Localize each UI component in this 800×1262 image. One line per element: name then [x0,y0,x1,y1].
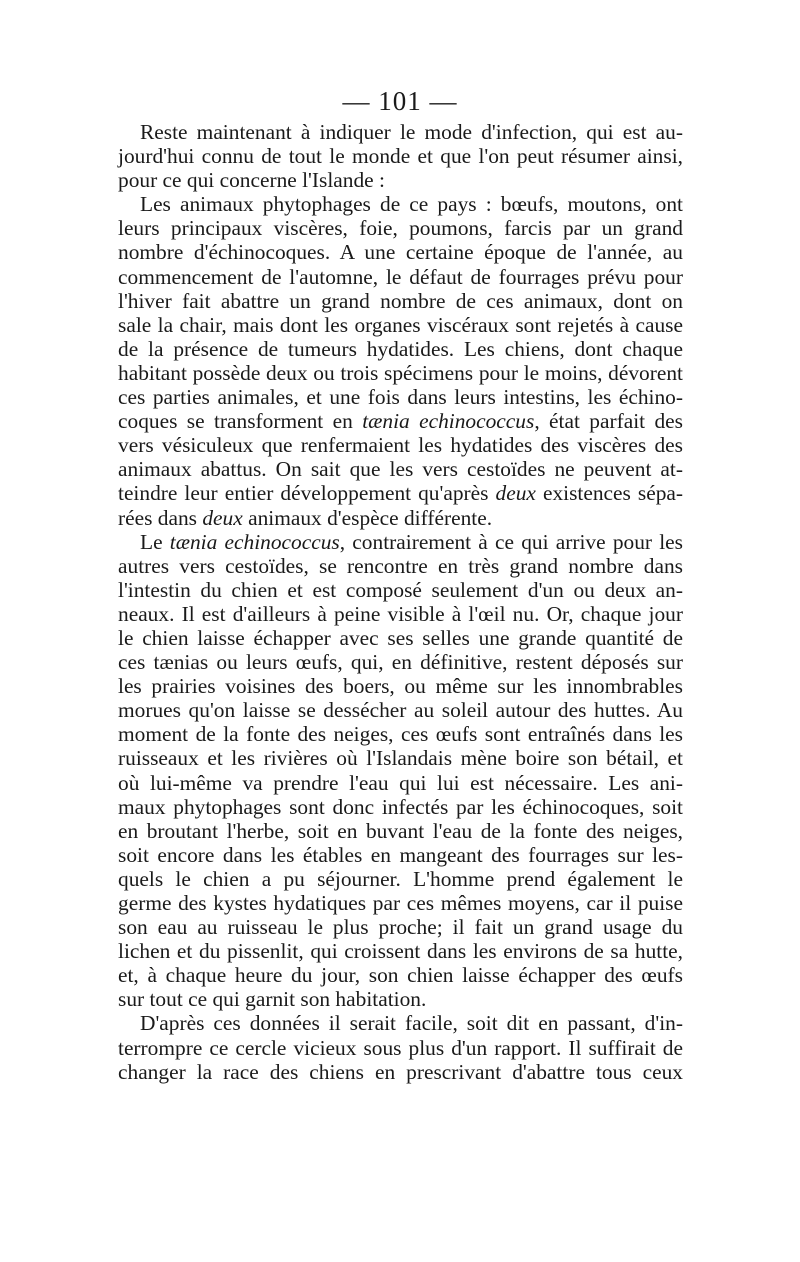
text-segment: coques se transforment en [118,409,363,434]
text-line [118,626,683,650]
text-segment: neaux. Il est d'ailleurs à peine visible à l'œil nu. Or, chaque jour [118,601,683,626]
text-line [118,939,683,963]
text-line [118,481,683,505]
text-segment: et, à chaque heure du jour, son chien laisse échapper des œufs [118,963,683,988]
body-text [118,120,683,1084]
italic-term: tænia echinococcus [169,529,340,554]
text-segment: ces parties animales, et une fois dans leurs intestins, les échino- [118,385,683,410]
text-line [118,578,683,602]
text-line [118,1036,683,1060]
text-line [118,698,683,722]
text-segment: pour ce qui concerne l'Islande : [118,168,385,193]
text-line [118,1011,683,1035]
text-line [118,746,683,770]
text-segment: morues qu'on laisse se dessécher au soleil autour des huttes. Au [118,698,683,723]
text-line [118,987,683,1011]
text-segment: sale la chair, mais dont les organes viscéraux sont rejetés à cause [118,312,683,337]
text-segment: leurs principaux viscères, foie, poumons, farcis par un grand [118,216,683,241]
text-line [118,771,683,795]
text-line [118,915,683,939]
text-segment: vers vésiculeux que renfermaient les hydatides des viscères des [118,433,683,458]
italic-term: tænia echinococcus [362,409,535,434]
text-segment: sur tout ce qui garnit son habitation. [118,987,427,1012]
text-segment: jourd'hui connu de tout le monde et que l'on peut résumer ainsi, [118,144,683,169]
text-line [118,192,683,216]
text-segment: le chien laisse échapper avec ses selles une grande quantité de [118,625,683,650]
text-line [118,602,683,626]
text-line [118,674,683,698]
text-segment: habitant possède deux ou trois spécimens pour le moins, dévorent [118,360,683,385]
text-segment: en broutant l'herbe, soit en buvant l'eau de la fonte des neiges, [118,818,683,843]
text-segment: teindre leur entier développement qu'après [118,481,496,506]
page-number: — 101 — [342,86,458,116]
text-line [118,843,683,867]
text-line [118,650,683,674]
text-line [118,554,683,578]
text-line [118,168,683,192]
text-line [118,891,683,915]
italic-term: deux [202,505,243,530]
text-line [118,120,683,144]
text-segment: les prairies voisines des boers, ou même sur les innombrables [118,674,683,699]
text-line [118,433,683,457]
text-line [118,722,683,746]
text-line [118,313,683,337]
text-segment: germe des kystes hydatiques par ces mêmes moyens, car il puise [118,891,683,915]
text-segment: autres vers cestoïdes, se rencontre en très grand nombre dans [118,553,683,578]
text-line [118,506,683,530]
text-line [118,963,683,987]
text-segment: moment de la fonte des neiges, ces œufs sont entraînés dans les [118,722,683,747]
text-line [118,819,683,843]
text-segment: de la présence de tumeurs hydatides. Les chiens, dont chaque [118,336,683,361]
text-line [118,409,683,433]
text-segment: son eau au ruisseau le plus proche; il fait un grand usage du [118,915,683,940]
text-line [118,530,683,554]
text-segment: rées dans [118,505,203,530]
text-segment: nombre d'échinocoques. A une certaine époque de l'année, au [118,240,683,265]
text-segment: Les animaux phytophages de ce pays : bœufs, moutons, ont [140,192,683,217]
text-segment: D'après ces données il serait facile, soit dit en passant, d'in- [140,1011,683,1036]
text-line [118,144,683,168]
text-line [118,337,683,361]
text-segment: changer la race des chiens en prescrivant d'abattre tous ceux [118,1059,683,1084]
text-segment: où lui-même va prendre l'eau qui lui est nécessaire. Les ani- [118,770,683,795]
text-segment: existences sépa- [535,481,684,506]
text-segment: maux phytophages sont donc infectés par les échinocoques, soit [118,794,683,819]
text-segment: ces tænias ou leurs œufs, qui, en définitive, restent déposés sur [118,650,683,675]
text-line [118,289,683,313]
text-line [118,1060,683,1084]
text-segment: terrompre ce cercle vicieux sous plus d'un rapport. Il suffirait de [118,1035,683,1060]
italic-term: deux [495,481,536,506]
text-segment: , état parfait des [534,409,683,434]
text-segment: l'intestin du chien et est composé seulement d'un ou deux an- [118,577,683,602]
text-line [118,361,683,385]
text-segment: animaux d'espèce différente. [242,505,493,530]
text-segment: ruisseaux et les rivières où l'Islandais mène boire son bétail, et [118,746,683,771]
text-segment: , contrairement à ce qui arrive pour les [339,529,683,554]
text-segment: lichen et du pissenlit, qui croissent dans les environs de sa hutte, [118,939,683,964]
text-segment: animaux abattus. On sait que les vers cestoïdes ne peuvent at- [118,457,683,482]
text-segment: commencement de l'automne, le défaut de fourrages prévu pour [118,264,683,289]
text-line [118,265,683,289]
text-line [118,867,683,891]
text-line [118,216,683,240]
text-segment: quels le chien a pu séjourner. L'homme prend également le [118,866,683,891]
text-segment: Le [140,529,170,554]
text-line [118,240,683,264]
text-line [118,385,683,409]
text-line [118,457,683,481]
text-line [118,795,683,819]
text-segment: l'hiver fait abattre un grand nombre de ces animaux, dont on [118,288,683,313]
text-segment: soit encore dans les étables en mangeant des fourrages sur les- [118,842,683,867]
text-segment: Reste maintenant à indiquer le mode d'infection, qui est au- [140,120,683,144]
